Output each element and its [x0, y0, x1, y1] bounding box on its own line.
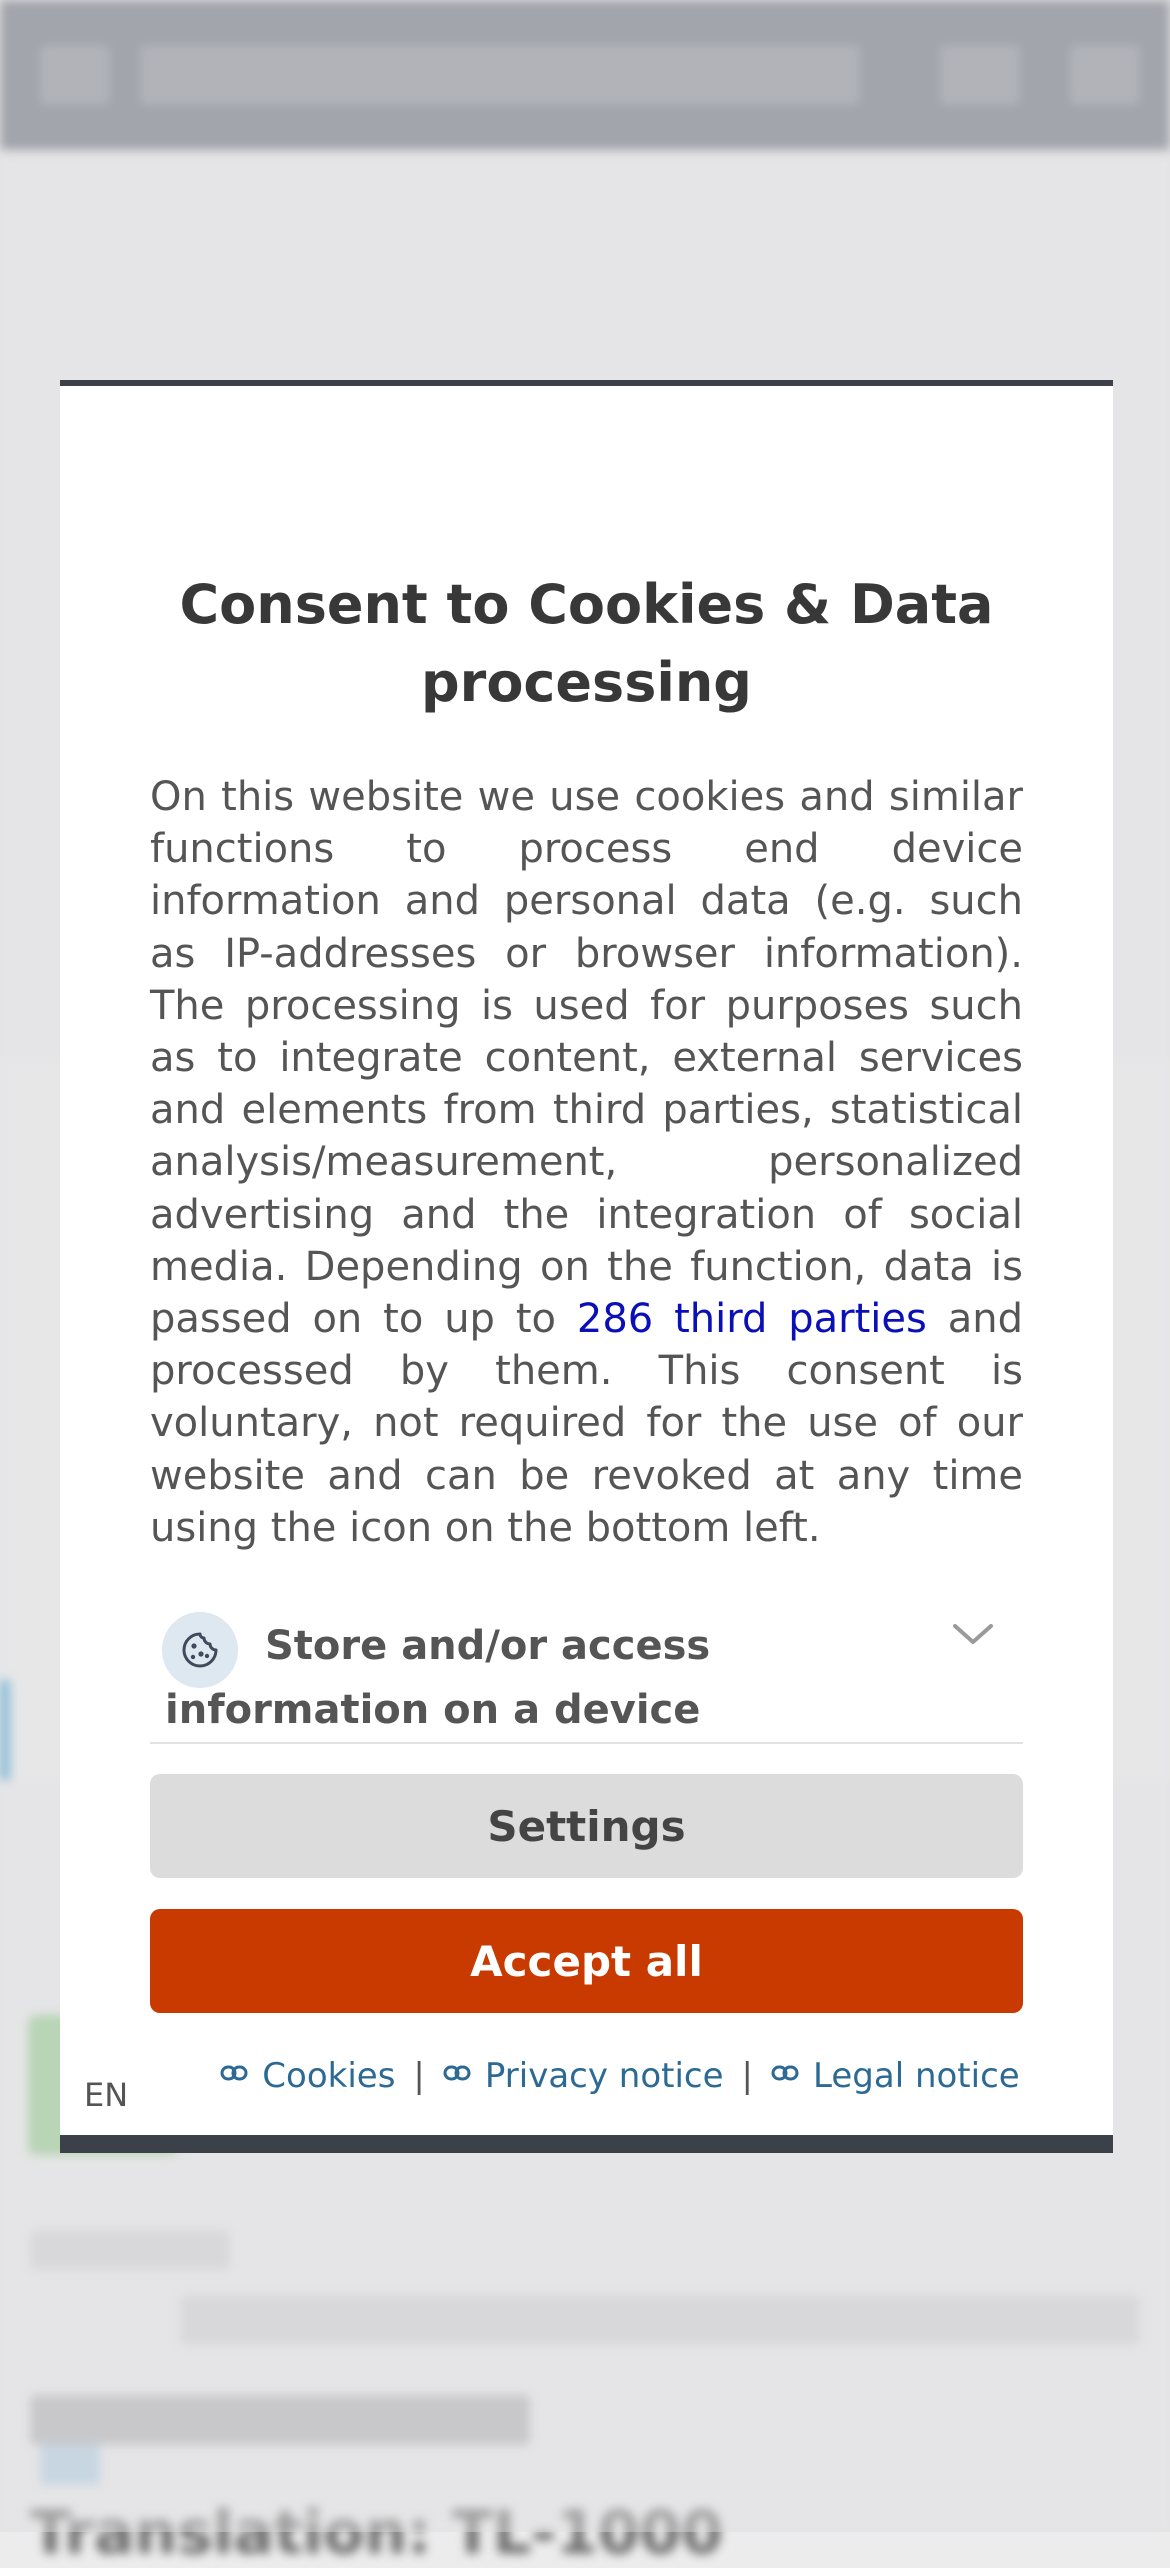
link-icon [443, 2065, 471, 2081]
purpose-store-access-device[interactable] [150, 1598, 1023, 1744]
consent-description-text-end: and processed by them. This consent is voluntary, not required for the use of our website and can be revoked at any time using the icon on the bottom left. [150, 1296, 1023, 1551]
background-title: Translation: TL-1000 [30, 2498, 724, 2568]
privacy-notice-link[interactable] [443, 2056, 724, 2096]
footer-separator: | [741, 2056, 754, 2096]
third-parties-link[interactable]: 286 third parties [576, 1296, 927, 1343]
consent-description-text: On this website we use cookies and similar functions to process end device information and personal data (e.g. such as IP-addresses or browser information). The processing is used for purposes such as to integrate content, external services and elements from third parties, statistical analysis/measurement, personalized advertising and the integration of social media. Depending on the function, data is passed on to up to [150, 774, 1023, 1343]
chevron-down-icon[interactable] [951, 1620, 995, 1650]
link-icon [220, 2065, 248, 2081]
consent-description [150, 771, 1023, 1554]
link-icon [771, 2065, 799, 2081]
footer-separator: | [413, 2056, 425, 2096]
cookies-link[interactable] [220, 2056, 395, 2096]
cookies-link-label: Cookies [262, 2056, 396, 2096]
legal-notice-link[interactable] [771, 2056, 1020, 2096]
consent-dialog [60, 380, 1113, 2153]
consent-title: Consent to Cookies & Data processing [179, 573, 994, 714]
legal-notice-link-label: Legal notice [813, 2056, 1020, 2096]
language-selector[interactable]: EN [84, 2076, 129, 2114]
purpose-label: Store and/or access information on a device [165, 1623, 711, 1733]
accept-all-button[interactable]: Accept all [150, 1909, 1023, 2013]
footer-links [190, 2056, 1050, 2096]
settings-button[interactable]: Settings [150, 1774, 1023, 1878]
privacy-notice-link-label: Privacy notice [484, 2056, 724, 2096]
